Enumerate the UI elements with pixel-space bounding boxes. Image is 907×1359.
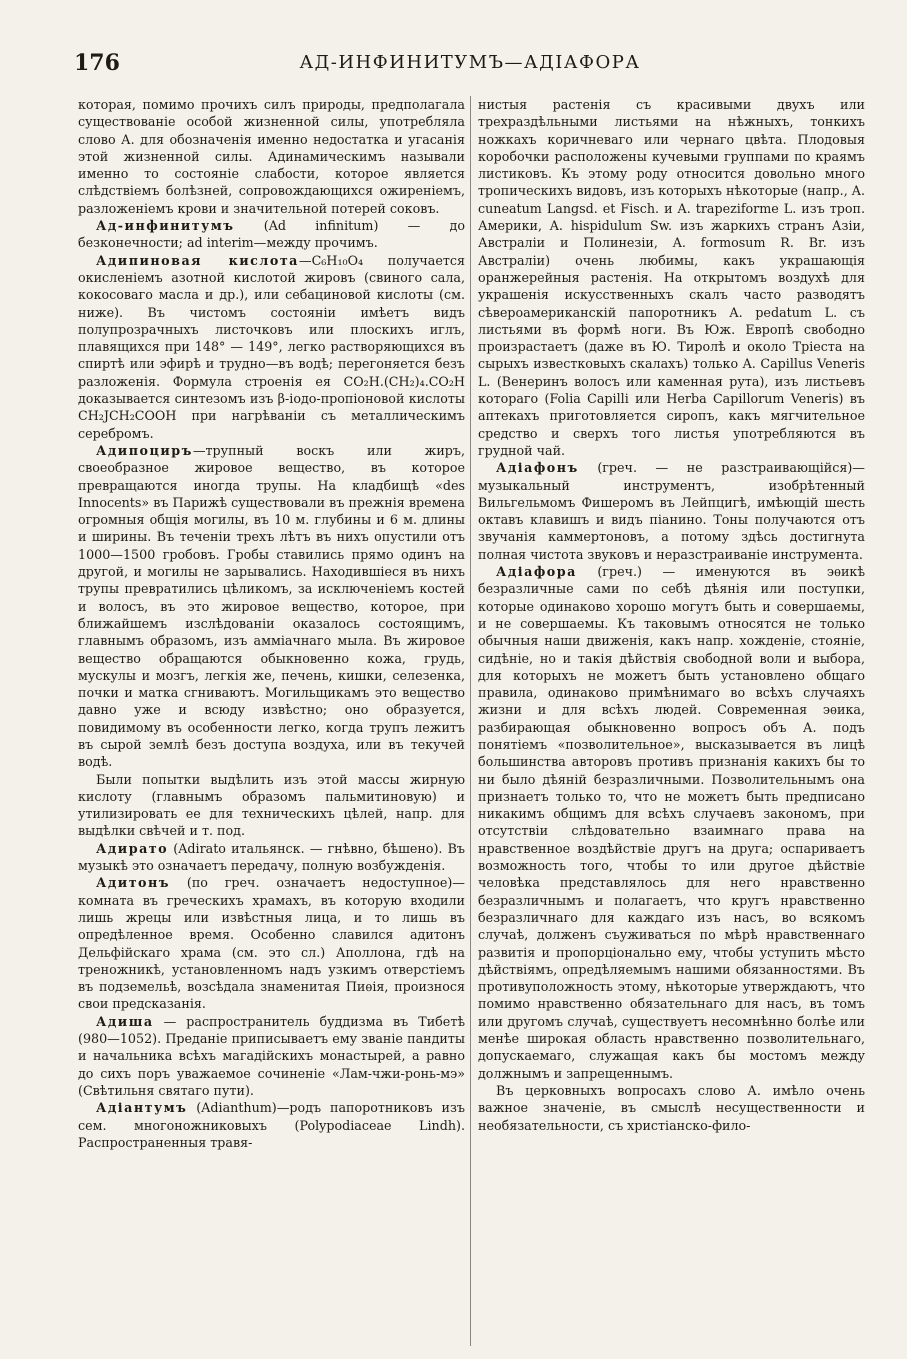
entry-adiantum <box>78 1099 465 1151</box>
entry-headword: Адіафонъ <box>496 460 579 476</box>
entry-text: (по греч. означаетъ недоступное)—комната въ греческихъ храмахъ, въ которую входили лишь жрецы или извѣстныя лица, и то лишь въ опредѣленное время. Особенно славился адитонъ Дельфійскаго храма (см. это сл.) Аполлона, гдѣ на треножникѣ, установленномъ надъ узкимъ отверстіемъ въ подземельѣ, возсѣдала знаменитая Пиѳія, произнося свои предсказанія. <box>78 875 465 1012</box>
entry-headword: Адіафора <box>496 564 577 580</box>
page-header <box>74 50 866 82</box>
entry-adisha <box>78 1013 465 1099</box>
left-column <box>78 96 465 1346</box>
page-number: 176 <box>74 50 120 76</box>
entry-text: —C₆H₁₀O₄ получается окисленіемъ азотной кислотой жировъ (свиного сала, кокосоваго масла и др.), или себациновой кислоты (см. ниже). Въ чистомъ состояніи имѣетъ видъ полупрозрачныхъ листочковъ или плоскихъ иглъ, плавящихся при 148° — 149°, легко растворяющихся въ спиртѣ или эфирѣ и трудно—въ водѣ; перегоняется безъ разложенія. Формула строенія ея CO₂H.(CH₂)₄.CO₂H доказывается синтезомъ изъ β-іодо-пропіоновой кислоты CH₂JCH₂COOH при нагрѣваніи съ металлическимъ серебромъ. <box>78 252 465 441</box>
entry-text: Въ церковныхъ вопросахъ слово А. имѣло очень важное значеніе, въ смыслѣ несущественности и необязательности, съ христіанско-фило- <box>478 1082 865 1133</box>
entry-headword: Адитонъ <box>96 875 171 891</box>
right-column <box>478 96 865 1346</box>
entry-headword: Ад-инфинитумъ <box>96 218 235 234</box>
entry-headword: Адипиновая кислота <box>96 252 299 268</box>
entry-text: (Adirato итальянск. — гнѣвно, бѣшено). Въ музыкѣ это означаетъ передачу, полную возбужденія. <box>78 840 465 874</box>
continued-paragraph: которая, помимо прочихъ силъ природы, предполагала существованіе особой жизненной силы, употребляла слово А. для обозначенія именно недостатка и угасанія этой жизненной силы. Адинамическимъ называли именно то состояніе слабости, которое является слѣдствіемъ болѣзней, сопровождающихся ожиреніемъ, разложеніемъ крови и значительной потерей соковъ. <box>78 97 465 216</box>
entry-text: (Ad infinitum) — до безконечности; ad interim—между прочимъ. <box>78 218 465 251</box>
entry-headword: Адипоциръ <box>96 442 193 458</box>
continued-paragraph: нистыя растенія съ красивыми двухъ или трехраздѣльными листьями на нѣжныхъ, тонкихъ ножкахъ коричневаго или чернаго цвѣта. Плодовыя коробочки расположены кучевыми группами по краямъ листиковъ. Къ этому роду относится довольно много тропическихъ видовъ, изъ которыхъ нѣкоторые (напр., A. cuneatum Langsd. et Fisch. и A. trapeziforme L. изъ троп. Америки, A. hispidulum Sw. изъ жаркихъ странъ Азіи, Австраліи и Полинезіи, A. formosum R. Br. изъ Австраліи) очень любимы, какъ украшающія оранжерейныя растенія. На открытомъ воздухѣ для украшенія искусственныхъ скалъ часто разводятъ сѣвероамериканскій папоротникъ A. pedatum L. съ листьями въ формѣ ноги. Въ Юж. Европѣ свободно произрастаетъ (даже въ Ю. Тиролѣ и около Тріеста на сырыхъ известковыхъ скалахъ) только A. Capillus Veneris L. (Венеринъ волосъ или каменная рута), изъ листьевъ котораго (Folia Capilli или Herba Capillorum Veneris) въ аптекахъ приготовляется сиропъ, какъ мягчительное средство и сверхъ того листья употребляются въ грудной чай. <box>478 97 865 458</box>
entry-adipocere <box>78 442 465 771</box>
entry-headword: Адіантумъ <box>96 1100 188 1116</box>
entry-adiafora <box>478 563 865 1082</box>
entry-adirato <box>78 840 465 875</box>
entry-text: — распространитель буддизма въ Тибетѣ (980—1052). Преданіе приписываетъ ему званіе пандиты и начальника всѣхъ магадійскихъ монастырей, а равно до сихъ поръ уважаемое сочиненіе «Лам-чжи-ронь-мэ» (Свѣтильня святаго пути). <box>78 1013 465 1098</box>
running-title: АД-ИНФИНИТУМЪ—АДІАФОРА <box>299 52 641 73</box>
entry-text: (Adianthum)—родъ папоротниковъ изъ сем. многоножниковыхъ (Polypodiaceae Lindh). Распространенныя травя- <box>78 1100 465 1150</box>
entry-adipocere-continued <box>78 771 465 840</box>
entry-adipic-acid <box>78 252 465 442</box>
entry-text: Были попытки выдѣлить изъ этой массы жирную кислоту (главнымъ образомъ пальмитиновую) и утилизировать ее для техническихъ цѣлей, напр. для выдѣлки свѣчей и т. под. <box>78 771 465 839</box>
entry-text: (греч.) — именуются въ эѳикѣ безразличные сами по себѣ дѣянія или поступки, которые одинаково хорошо могутъ быть и совершаемы, и не совершаемы. Къ таковымъ относятся не только обычныя наши движенія, какъ напр. хожденіе, стояніе, сидѣніе, но и такія дѣйствія свободной воли и выбора, для которыхъ не можетъ быть установлено общаго правила, одинаково примѣнимаго во всѣхъ случаяхъ жизни и для всѣхъ людей. Современная эѳика, разбирающая обыкновенно вопросъ объ А. подъ понятіемъ «позволительное», высказывается въ лицѣ большинства авторовъ противъ признанія какихъ бы то ни было дѣяній безразличными. Позволительнымъ она признаетъ только то, что не можетъ быть предписано никакимъ общимъ для всѣхъ случаевъ закономъ, при отсутствіи слѣдовательно взаимнаго права на нравственное воздѣйствіе другъ на друга; оспариваетъ возможность того, чтобы то или другое дѣйствіе человѣка представлялось для него нравственно безразличнымъ и полагаетъ, что кругъ нравственно безразличнаго для каждаго изъ насъ, во всякомъ случаѣ, долженъ съуживаться по мѣрѣ нравственнаго развитія и пропорціонально ему, чтобы уступить мѣсто дѣйствіямъ, опредѣляемымъ нашими обязанностями. Въ противуположность этому, нѣкоторые утверждаютъ, что помимо нравственно обязательнаго для насъ, въ томъ или другомъ случаѣ, существуетъ несомнѣнно болѣе или менѣе широкая область нравственно позволительнаго, допускаемаго, служащая какъ бы мостомъ между должнымъ и запрещеннымъ. <box>478 564 865 1081</box>
entry-text: (греч. — не разстраивающійся)—музыкальный инструментъ, изобрѣтенный Вильгельмомъ Фишеромъ въ Лейпцигѣ, имѣющій шесть октавъ клавишъ и видъ піанино. Тоны получаются отъ звучанія каммертоновъ, а потому здѣсь достигнута полная чистота звуковъ и неразстраиваніе инструмента. <box>478 460 865 562</box>
entry-ad-infinitum <box>78 217 465 252</box>
entry-headword: Адиша <box>96 1013 154 1029</box>
entry-headword: Адирато <box>96 840 169 856</box>
column-divider <box>470 96 471 1346</box>
entry-text: —трупный воскъ или жиръ, своеобразное жировое вещество, въ которое превращаются иногда трупы. На кладбищѣ «des Innocents» въ Парижѣ существовали въ прежнія времена огромныя общія могилы, въ 10 м. глубины и 6 м. длины и ширины. Въ теченіи трехъ лѣтъ въ нихъ опустили отъ 1000—1500 гробовъ. Гробы ставились прямо одинъ на другой, и могилы не зарывались. Находившіеся въ нихъ трупы превратились цѣликомъ, за исключеніемъ костей и волосъ, въ это жировое вещество, которое, при ближайшемъ изслѣдованіи оказалось состоящимъ, главнымъ образомъ, изъ амміачнаго мыла. Въ жировое вещество обращаются обыкновенно кожа, грудь, мускулы и мозгъ, легкія же, печень, кишки, селезенка, почки и матка сгниваютъ. Могильщикамъ это вещество давно уже и всюду извѣстно; оно образуется, повидимому въ особенности легко, когда трупъ лежитъ въ сырой землѣ безъ доступа воздуха, или въ текучей водѣ. <box>78 442 465 770</box>
entry-adiafon <box>478 459 865 563</box>
entry-aditon <box>78 874 465 1012</box>
entry-adiafora-continued <box>478 1082 865 1134</box>
